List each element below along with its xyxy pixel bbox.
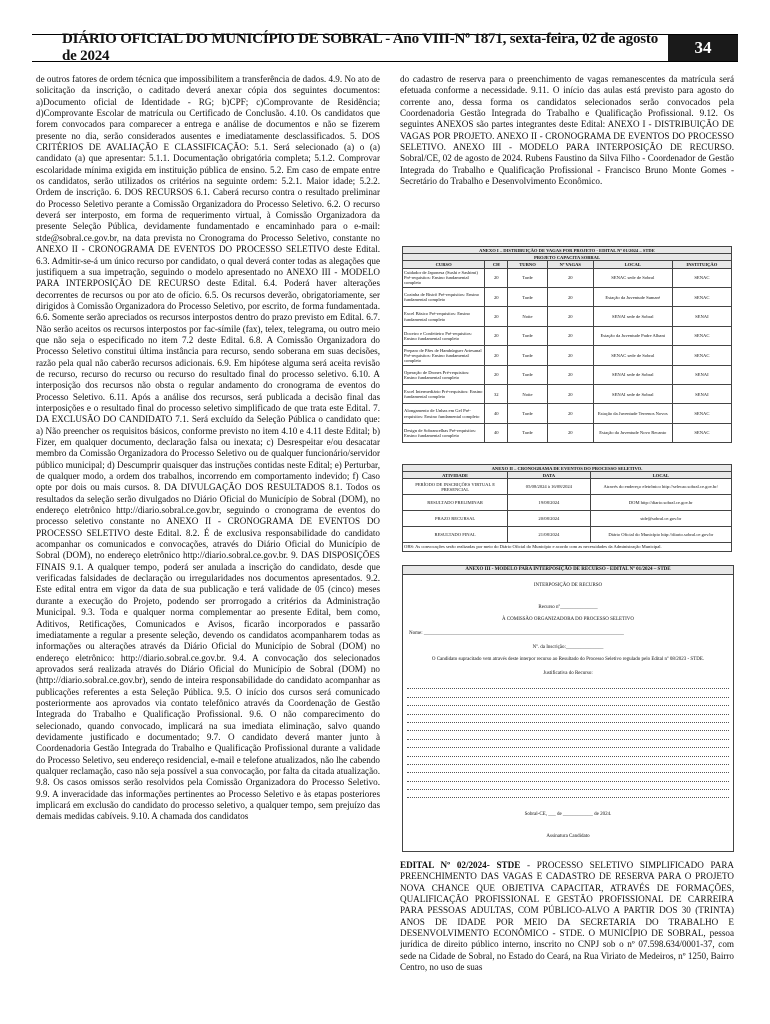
table-row [403,384,732,403]
annex1-table [402,246,732,443]
annex3-justification-label: Justificativa do Recurso: [543,671,593,676]
table-cell: SENAI sede de Sobral [593,365,672,384]
table-cell: Tarde [508,268,547,287]
annex3-justification-lines [403,681,733,798]
table-row [403,288,732,307]
annex2-column-header: DATA [508,472,590,479]
table-row [403,479,732,495]
table-cell: DOM http://diario.sobral.ce.gov.br [590,495,731,511]
table-cell: 20 [485,365,508,384]
table-cell: SENAC [672,404,731,423]
table-cell: Estação da Juventude Terrenos Novos [593,404,672,423]
table-cell: PRAZO RECURSAL [403,511,508,527]
table-cell: SENAC [672,268,731,287]
table-cell: 20/08/2024 [508,511,590,527]
table-cell: Estação da Juventude Padre Albani [593,326,672,345]
table-cell: SENAC [672,423,731,442]
annex1-title: ANEXO I – DISTRIBUIÇÃO DE VAGAS POR PROJETO - EDITAL Nº 01/2024 – STDE [403,247,732,254]
annex1-subtitle: PROJETO CAPACITA SOBRAL [403,254,732,261]
table-cell: Doceiro e Confeiteiro Pré-requisitos: Ensino fundamental completo [403,326,485,345]
table-row [403,346,732,365]
annex2-title: ANEXO II – CRONOGRAMA DE EVENTOS DO PROCESSO SELETIVO. [403,465,732,472]
table-cell: SENAI [672,365,731,384]
table-row [403,268,732,287]
table-cell: SENAC [672,326,731,345]
left-column-paragraph: de outros fatores de ordem técnica que impossibilitem a transferência de dados. 4.9. No ato de solicitação da inscrição, o caditado deverá anexar cópia dos seguintes documentos: a)Documento oficial de Identidade - RG; b)CPF; c)Comprovante de Residência; d)Comprovante Escolar de matrícula ou Certificado de Conclusão. 4.10. Os candidatos que forem convocados para comparecer a entrega e análise de documentos e não se fizerem presente no dia, serão considerados ausentes e imediatamente desclassificados. 5. DOS CRITÉRIOS DE AVALIAÇÃO E CLASSIFICAÇÃO: 5.1. Será selecionado (a) o (a) candidato (a) que apresentar: 5.1.1. Documentação obrigatória completa; 5.1.2. Comprovar escolaridade mínima exigida em instituição pública de ensino. 5.2. Em caso de empate entre os candidatos, serão utilizados os critérios na seguinte ordem: 5.2.1. Maior idade; 5.2.2. Ordem de inscrição. 6. DOS RECURSOS 6.1. Caberá recurso contra o resultado preliminar do Processo Seletivo perante a Comissão Organizadora do Processo Seletivo. 6.2. O recurso deverá ser interposto, em forma de requerimento virtual, à Comissão Organizadora da presente Seleção Pública, devidamente fundamentado e encaminhado para o e-mail: stde@sobral.ce.gov.br, na data prevista no Cronograma do Processo Seletivo, constante no ANEXO II - CRONOGRAMA DE EVENTOS DO PROCESSO SELETIVO deste Edital. 6.3. Admitir-se-á um único recurso por candidato, o qual deverá conter todas as alegações que justifiquem a sua impetração, seguindo o modelo apresentado no ANEXO III - MODELO PARA INTERPOSIÇÃO DE RECURSO deste Edital. 6.4. Poderá haver alterações decorrentes de recursos ou por ato de ofício. 6.5. Os recursos deverão, obrigatoriamente, ser dirigidos à Comissão Organizadora do Processo Seletivo, por escrito, de forma fundamentada. 6.6. Somente serão apreciados os recursos interpostos dentro do prazo previsto em Edital. 6.7. Não serão aceitos os recursos interpostos por fac-símile (fax), telex, telegrama, ou outro meio que não seja o especificado no item 7.2 deste Edital. 6.8. A Comissão Organizadora do Processo Seletivo constitui última instância para recurso, sendo soberana em suas decisões, razão pela qual não caberão recursos adicionais. 6.9. Em hipótese alguma será aceita revisão de recurso, recurso do recurso ou recurso do resultado final do processo seletivo. 6.10. A interposição dos recursos não obsta o regular andamento do cronograma de eventos do Processo Seletivo. 6.11. Após a análise dos recursos, será publicada a decisão final das interposições e o resultado final do processo seletivo simplificado de que trata este Edital. 7. DA EXCLUSÃO DO CANDIDATO 7.1. Será excluído da Seleção Pública o candidato que: a) Não preencher os requisitos básicos, conforme previsto no item 4.10 e 4.11 deste Edital; b) Fizer, em qualquer documento, declaração falsa ou inexata; c) Desrespeitar e/ou desacatar membro da Comissão Organizadora do Processo Seletivo ou de qualquer funcionário/servidor público municipal; d) Descumprir quaisquer das instruções contidas neste Edital; e) Perturbar, de qualquer modo, a ordem dos trabalhos, incorrendo em comportamento indevido; f) Caso opte por dois ou mais cursos. 8. DA DIVULGAÇÃO DOS RESULTADOS 8.1. Todos os resultados da seleção serão divulgados no Diário Oficial do Município de Sobral (DOM), no endereço eletrônico http://diario.sobral.ce.gov.br, seguindo o cronograma de eventos do processo seletivo constante no ANEXO II - CRONOGRAMA DE EVENTOS DO PROCESSO SELETIVO deste Edital. 8.2. É de exclusiva responsabilidade do candidato acompanhar os comunicados e convocações, através do Diário Oficial do Município de Sobral (DOM), no endereço eletrônico http://diario.sobral.ce.gov.br. 9. DAS DISPOSIÇÕES FINAIS 9.1. A qualquer tempo, poderá ser anulada a inscrição do candidato, desde que verificadas falsidades de declaração ou irregularidades nos documentos apresentados. 9.2. Este edital entra em vigor da data de sua publicação e terá validade de 05 (cinco) meses durante a execução do Projeto, podendo ser prorrogado a critérios da Administração Municipal. 9.3. Toda e qualquer norma complementar ao presente Edital, bem como, Aditivos, Retificações, Comunicados e Avisos, ficarão incorporados e passarão imediatamente a regular a presente seleção, devendo os candidatos acompanharem todas as informações ou alterações através da Diário Oficial do Município de Sobral (DOM) no endereço eletrônico: http://diario.sobral.ce.gov.br. 9.4. A convocação dos selecionados aprovados será realizada através do Diário Oficial do Município de Sobral (DOM) no (http://diario.sobral.ce.gov.br), sendo de inteira responsabilidade do candidato acompanhar as publicações referentes a esta Seleção Pública. 9.5. O início dos cursos será comunicado posteriormente aos aprovados via contato telefônico através da Coordenação de Gestão Integrada do Trabalho e Qualificação Profissional. 9.6. O não comparecimento do selecionado, quando convocado, implicará na sua imediata eliminação, salvo quando devidamente justificado e documentado; 9.7. O candidato deverá manter junto à Coordenadoria Gestão Integrada do Trabalho e Qualificação Profissional durante a validade do Processo Seletivo, seu endereço residencial, e-mail e telefone atualizados, não lhe cabendo qualquer reclamação, caso não seja possível a sua convocação, por falta da citada atualização. 9.8. Os casos omissos serão resolvidos pela Comissão Organizadora do Processo Seletivo. 9.9. A inveracidade das informações pertinentes ao Processo Seletivo e às etapas posteriores implicará em exclusão do candidato do processo seletivo, a qualquer tempo, sem prejuízo das demais medidas cabíveis. 9.10. A chamada dos candidatos [36,74,380,822]
table-cell: PERÍODO DE INSCRIÇÕES VIRTUAL E PRESENCIAL [403,479,508,495]
table-cell: Tarde [508,423,547,442]
table-cell: 19/08/2024 [508,495,590,511]
table-cell: SENAC sede de Sobral [593,268,672,287]
table-cell: Cuidador de Japonesa (Sushi e Sashimi) Pré-requisitos: Ensino fundamental completo [403,268,485,287]
table-cell: SENAC [672,288,731,307]
annex3-title: ANEXO III - MODELO PARA INTERPOSIÇÃO DE RECURSO - EDITAL Nº 01/2024 – STDE [403,566,733,575]
table-cell: Diário Oficial do Município http://diario.sobral.ce.gov.br [590,527,731,543]
table-cell: Excel Básico Pré-requisitos: Ensino fundamental completo [403,307,485,326]
annex1-column-header: Nº VAGAS [547,261,593,268]
annex3-name-field: Nome: ________________________________________________________________________________ [409,631,624,636]
annex3-commission: À COMISSÃO ORGANIZADORA DO PROCESSO SELETIVO [501,617,635,622]
edital-section [400,860,734,1018]
table-cell: 40 [485,423,508,442]
table-cell: Operação de Drones Pré-requisitos: Ensino fundamental completo [403,365,485,384]
table-row [403,307,732,326]
annex3-form [402,565,734,852]
table-cell: Cozinha de Bistrô Pré-requisitos: Ensino fundamental completo [403,288,485,307]
left-column-text [36,74,380,1016]
table-row [403,495,732,511]
right-column-paragraph: do cadastro de reserva para o preenchimento de vagas remanescentes da matrícula será efetuada conforme a necessidade. 9.11. O início das aulas está previsto para agosto do corrente ano, dessa forma os candidatos selecionados serão convocados pela Coordenadoria Gestão Integrada do Trabalho e Qualificação Profissional. 9.12. Os seguintes ANEXOS são partes integrantes deste Edital: ANEXO I - DISTRIBUIÇÃO DE VAGAS POR PROJETO. ANEXO II - CRONOGRAMA DE EVENTOS DO PROCESSO SELETIVO. ANEXO III - MODELO PARA INTERPOSIÇÃO DE RECURSO. Sobral/CE, 02 de agosto de 2024. Rubens Faustino da Silva Filho - Coordenador de Gestão Integrada do Trabalho e Qualificação Profissional - Francisco Bruno Monte Gomes - Secretário do Trabalho e Desenvolvimento Econômico. [400,74,734,187]
annex1-column-header: TURNO [508,261,547,268]
page-title: DIÁRIO OFICIAL DO MUNICÍPIO DE SOBRAL - Ano VIII-Nº 1871, sexta-feira, 02 de agosto de 2024 [62,31,659,64]
table-cell: Estação da Juventude Novo Recanto [593,423,672,442]
table-cell: Noite [508,307,547,326]
table-cell: 20 [485,326,508,345]
table-row [403,511,732,527]
table-cell: Tarde [508,288,547,307]
table-cell: 20 [485,346,508,365]
page-number: 34 [668,35,738,61]
table-cell: SENAC sede de Sobral [593,346,672,365]
table-row [403,404,732,423]
table-cell: 32 [485,384,508,403]
table-cell: SENAI [672,307,731,326]
annex2-column-header: LOCAL [590,472,731,479]
table-cell: Tarde [508,326,547,345]
table-cell: SENAC [672,346,731,365]
table-cell: Excel Intermediário Pré-requisitos: Ensino fundamental completo [403,384,485,403]
table-cell: 20 [485,288,508,307]
table-cell: Através do endereço eletrônico http://selecao.sobral.ce.gov.br/ [590,479,731,495]
table-cell: 40 [485,404,508,423]
table-cell: SENAI sede de Sobral [593,307,672,326]
edital-body: - PROCESSO SELETIVO SIMPLIFICADO PARA PREENCHIMENTO DAS VAGAS E CADASTRO DE RESERVA PARA O PROJETO NOVA CHANCE QUE OBJETIVA CAPACITAR, ATRAVÉS DE FORMAÇÕES, QUALIFICAÇÃO PROFISSIONAL E GESTÃO PROFISSIONAL DE CARREIRA PARA PESSOAS ADULTAS, COM PÚBLICO-ALVO A PARTIR DOS 30 (TRINTA) ANOS DE IDADE POR MEIO DA SECRETARIA DO TRABALHO E DESENVOLVIMENTO ECONÔMICO - STDE. O MUNICÍPIO DE SOBRAL, pessoa jurídica de direito público interno, inscrito no CNPJ sob o nº 07.598.634/0001-37, com sede na Cidade de Sobral, no Estado do Ceará, na Rua Viriato de Medeiros, nº 1250, Bairro Centro, no uso de suas [400,860,734,973]
table-cell: SENAI [672,384,731,403]
annex1-column-header: LOCAL [593,261,672,268]
annex2-column-header: ATIVIDADE [403,472,508,479]
table-cell: Preparo de Pães de Hambúrguer Artesanal Pré-requisitos: Ensino fundamental completo [403,346,485,365]
table-cell: RESULTADO FINAL [403,527,508,543]
annex2-table [402,464,732,543]
annex3-signature: Assinatura Candidato [546,834,590,840]
annex3-statement: O Candidato supracitado vem através deste interpor recurso ao Resultado do Processo Seletivo regulado pelo Edital nº 08/2023 - STDE. [431,657,705,662]
table-cell: Alongamento de Unhas em Gel Pré-requisitos: Ensino fundamental completo [403,404,485,423]
table-cell: Estação da Juventude Sumaré [593,288,672,307]
table-cell: 20 [547,365,593,384]
table-row [403,365,732,384]
annex1-column-header: CURSO [403,261,485,268]
annex3-recurso-number: Recurso nº_______________ [538,605,598,610]
table-cell: SENAI sede de Sobral [593,384,672,403]
edital-title: EDITAL Nº 02/2024- STDE [400,860,521,870]
page-header [32,31,738,64]
annex3-date-line: Sobral-CE, ___ de ____________ de 2024. [524,812,612,818]
table-cell: Noite [508,384,547,403]
table-row [403,326,732,345]
annex2-table-block [402,464,732,552]
table-cell: Design de Sobrancelhas Pré-requisitos: Ensino fundamental completo [403,423,485,442]
table-cell: 20 [547,346,593,365]
annex2-obs: OBS: As convocações serão realizadas por meio do Diário Oficial do Município e acordo com as necessidades da Administração Municipal. [402,543,732,551]
annex1-table-block [402,246,732,443]
table-cell: RESULTADO PRELIMINAR [403,495,508,511]
table-cell: 21/08/2024 [508,527,590,543]
table-cell: 20 [485,268,508,287]
table-cell: 20 [547,384,593,403]
table-cell: Tarde [508,404,547,423]
annex1-column-header: INSTITUIÇÃO [672,261,731,268]
table-cell: 05/08/2024 à 16/08/2024 [508,479,590,495]
table-cell: stde@sobral.ce.gov.br [590,511,731,527]
table-cell: 20 [547,326,593,345]
table-cell: Tarde [508,365,547,384]
table-cell: 20 [547,288,593,307]
table-cell: Tarde [508,346,547,365]
table-cell: 20 [547,268,593,287]
table-cell: 20 [485,307,508,326]
annex1-column-header: CH [485,261,508,268]
table-cell: 20 [547,307,593,326]
annex3-heading: INTERPOSIÇÃO DE RECURSO [533,583,603,588]
table-row [403,527,732,543]
right-column-text [400,74,734,244]
table-cell: 20 [547,404,593,423]
table-row [403,423,732,442]
table-cell: 20 [547,423,593,442]
annex3-inscription-field: Nº. da Inscrição:_______________ [532,645,604,650]
